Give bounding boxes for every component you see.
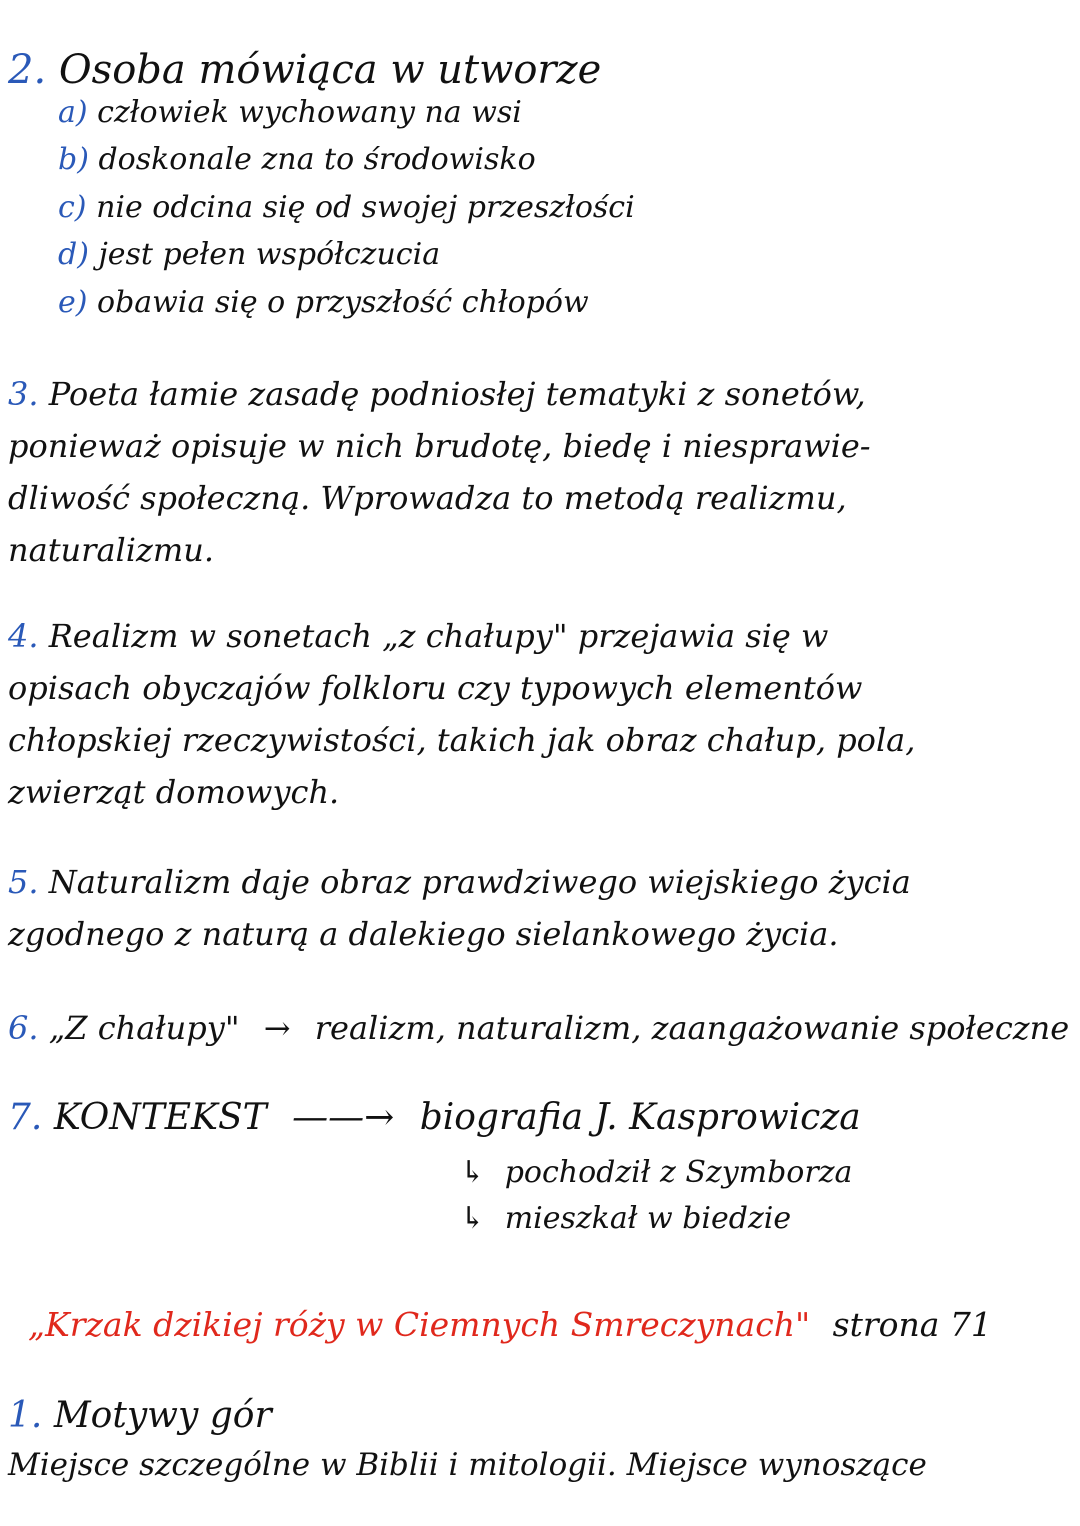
section-7-sub-2	[460, 1201, 792, 1236]
section-2-item-e	[58, 285, 589, 320]
section-3-line-3: dliwość społeczną. Wprowadza to metodą realizmu,	[8, 479, 847, 517]
section-3-number: 3.	[8, 375, 39, 413]
section-4-line-1	[8, 617, 829, 655]
section-5-number: 5.	[8, 863, 39, 901]
section-3-line-1	[8, 375, 866, 413]
item-marker: e)	[58, 285, 88, 320]
section-3-line-4: naturalizmu.	[8, 531, 214, 569]
section-6-label: „Z chałupy"	[48, 1009, 240, 1047]
item-text: nie odcina się od swojej przeszłości	[96, 190, 635, 225]
item-marker: a)	[58, 95, 88, 130]
section-4-line-2: opisach obyczajów folkloru czy typowych elementów	[8, 669, 863, 707]
return-arrow-icon: ↳	[460, 1201, 486, 1236]
section-7-sub-text: mieszkał w biedzie	[504, 1201, 792, 1236]
section-6-text: realizm, naturalizm, zaangażowanie społeczne	[314, 1009, 1070, 1047]
poem-heading	[28, 1305, 992, 1344]
item-text: jest pełen współczucia	[98, 237, 441, 272]
section-7-sub-text: pochodził z Szymborza	[504, 1155, 853, 1190]
section-2-item-a	[58, 95, 522, 130]
section-1-title: Motywy gór	[53, 1395, 272, 1436]
section-2-item-c	[58, 190, 635, 225]
section-3-text: Poeta łamie zasadę podniosłej tematyki z sonetów,	[48, 375, 866, 413]
section-3-line-2: ponieważ opisuje w nich brudotę, biedę i niesprawie-	[8, 427, 871, 465]
section-4-number: 4.	[8, 617, 39, 655]
section-2-item-b	[58, 142, 536, 177]
section-7-line	[8, 1097, 861, 1138]
section-5-text: Naturalizm daje obraz prawdziwego wiejskiego życia	[48, 863, 911, 901]
section-1-heading	[8, 1395, 272, 1436]
section-2-heading	[8, 47, 602, 93]
item-text: człowiek wychowany na wsi	[97, 95, 522, 130]
section-6-number: 6.	[8, 1009, 39, 1047]
return-arrow-icon: ↳	[460, 1155, 486, 1190]
section-2-title: Osoba mówiąca w utworze	[58, 47, 602, 93]
section-5-line-2: zgodnego z naturą a dalekiego sielankowego życia.	[8, 915, 839, 953]
section-5-line-1	[8, 863, 911, 901]
section-6-line	[8, 1009, 1070, 1047]
section-7-sub-1	[460, 1155, 853, 1190]
poem-title: „Krzak dzikiej róży w Ciemnych Smreczynach"	[28, 1305, 811, 1344]
section-7-label: KONTEKST	[53, 1097, 267, 1138]
item-marker: c)	[58, 190, 87, 225]
item-text: doskonale zna to środowisko	[98, 142, 536, 177]
section-2-item-d	[58, 237, 441, 272]
section-7-number: 7.	[8, 1097, 43, 1138]
section-2-number: 2.	[8, 47, 47, 93]
section-4-line-3: chłopskiej rzeczywistości, takich jak obraz chałup, pola,	[8, 721, 916, 759]
section-1-number: 1.	[8, 1395, 43, 1436]
section-1-line: Miejsce szczególne w Biblii i mitologii. Miejsce wynoszące	[8, 1447, 927, 1483]
section-4-line-4: zwierząt domowych.	[8, 773, 340, 811]
item-marker: b)	[58, 142, 89, 177]
page-reference: strona 71	[832, 1305, 992, 1344]
section-7-main: biografia J. Kasprowicza	[419, 1097, 861, 1138]
long-right-arrow-icon: ——→	[292, 1097, 395, 1138]
item-marker: d)	[58, 237, 89, 272]
section-4-text: Realizm w sonetach „z chałupy" przejawia się w	[48, 617, 829, 655]
right-arrow-icon: →	[263, 1009, 291, 1047]
item-text: obawia się o przyszłość chłopów	[97, 285, 589, 320]
